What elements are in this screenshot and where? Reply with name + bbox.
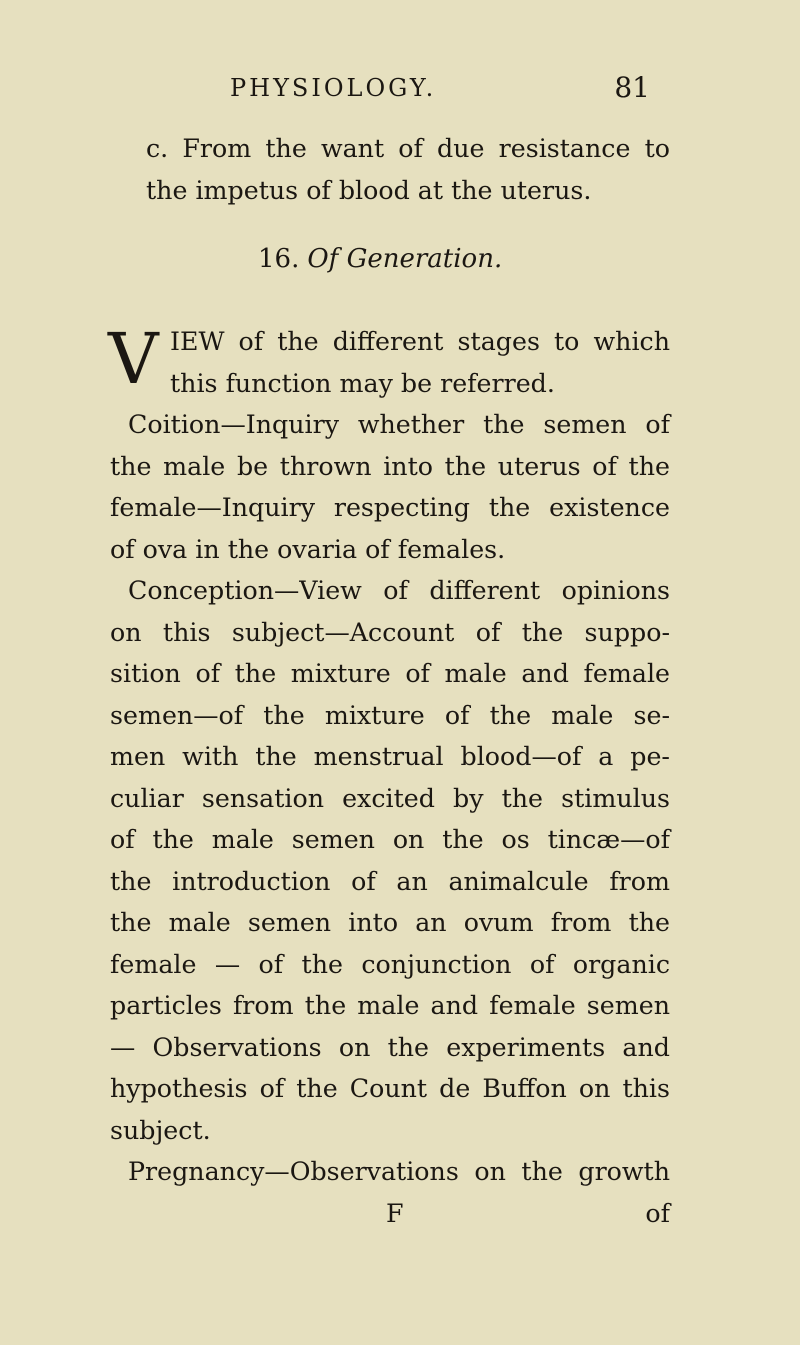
text-line: men with the menstrual blood—of a pe- bbox=[110, 742, 670, 771]
page-footer bbox=[110, 1193, 670, 1235]
text-line: Pregnancy—Observations on the growth bbox=[128, 1157, 670, 1186]
text-line: female — of the conjunction of organic bbox=[110, 949, 670, 979]
text-line: Coition—Inquiry whether the semen of bbox=[128, 410, 670, 439]
text-line: semen—of the mixture of the male se- bbox=[110, 700, 670, 730]
signature-mark: F bbox=[386, 1198, 404, 1228]
drop-cap: V bbox=[108, 318, 159, 400]
paragraph-4 bbox=[110, 1151, 670, 1193]
text-line: on this subject—Account of the suppo- bbox=[110, 617, 670, 647]
paragraph-3 bbox=[110, 570, 670, 1151]
catchword: of bbox=[645, 1198, 670, 1228]
text-line: the male be thrown into the uterus of the bbox=[110, 451, 670, 481]
section-number: 16. bbox=[258, 244, 300, 274]
page-number: 81 bbox=[614, 71, 650, 104]
text-line: culiar sensation excited by the stimulus bbox=[110, 783, 670, 813]
text-line: particles from the male and female semen bbox=[110, 991, 670, 1020]
text-line: sition of the mixture of male and female bbox=[110, 659, 670, 688]
running-title: PHYSIOLOGY. bbox=[230, 74, 437, 102]
text-line: — Observations on the experiments and bbox=[110, 1032, 670, 1062]
text-line: hypothesis of the Count de Buffon on this bbox=[110, 1074, 670, 1103]
paragraph-2 bbox=[110, 404, 670, 570]
text-line: the introduction of an animalcule from bbox=[110, 866, 670, 896]
text-block bbox=[110, 128, 670, 1234]
text-line: of ova in the ovaria of females. bbox=[110, 534, 506, 564]
text-line: IEW of the different stages to which bbox=[170, 327, 670, 356]
text-line: Conception—View of different opinions bbox=[128, 576, 670, 605]
section-title: Of Generation. bbox=[307, 244, 503, 274]
text-line: of the male semen on the os tincæ—of bbox=[110, 825, 670, 854]
intro-line: the impetus of blood at the uterus. bbox=[146, 175, 592, 205]
text-line: the male semen into an ovum from the bbox=[110, 908, 670, 937]
text-line: this function may be referred. bbox=[170, 368, 555, 398]
text-line: female—Inquiry respecting the existence bbox=[110, 493, 670, 522]
paragraph-1 bbox=[108, 318, 670, 404]
intro-line: c. From the want of due resistance to bbox=[146, 134, 670, 163]
running-head bbox=[210, 68, 650, 108]
text-line: subject. bbox=[110, 1115, 211, 1145]
section-heading bbox=[110, 211, 670, 321]
